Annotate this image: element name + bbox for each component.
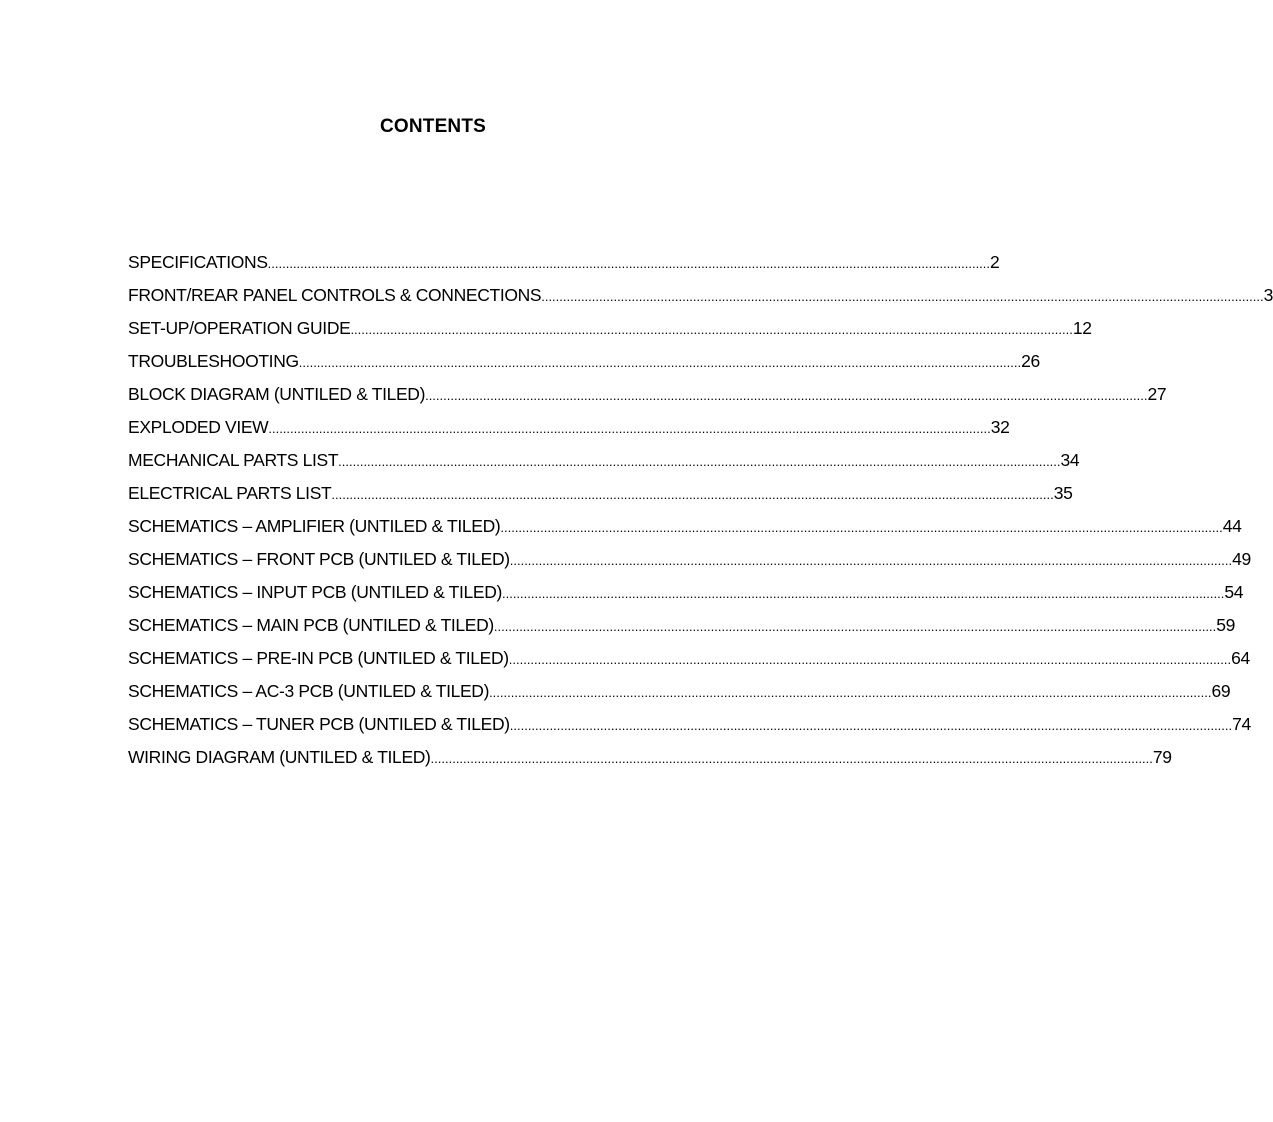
toc-entry-schematics-front-pcb[interactable] xyxy=(128,545,1251,578)
toc-entry-page: 54 xyxy=(1224,582,1244,602)
toc-entry-block-diagram[interactable] xyxy=(128,380,1167,413)
toc-entry-schematics-ac3-pcb[interactable] xyxy=(128,677,1231,710)
dot-leader: ........................................................................................................................................................................................................ xyxy=(493,619,1217,634)
dot-leader: ........................................................................................................................................................................................................ xyxy=(500,520,1223,535)
dot-leader: ........................................................................................................................................................................................................ xyxy=(509,718,1233,733)
toc-entry-label: SCHEMATICS – MAIN PCB (UNTILED & TILED) xyxy=(128,615,494,635)
toc-entry-page: 2 xyxy=(990,252,1000,272)
dot-leader: ........................................................................................................................................................................................................ xyxy=(430,751,1153,766)
dot-leader: ........................................................................................................................................................................................................ xyxy=(509,553,1233,568)
dot-leader: ........................................................................................................................................................................................................ xyxy=(489,685,1212,700)
dot-leader: ........................................................................................................................................................................................................ xyxy=(508,652,1232,667)
toc-entry-schematics-amplifier[interactable] xyxy=(128,512,1242,545)
toc-entry-label: FRONT/REAR PANEL CONTROLS & CONNECTIONS xyxy=(128,285,542,305)
toc-entry-wiring-diagram[interactable] xyxy=(128,743,1172,776)
toc-entry-page: 69 xyxy=(1211,681,1231,701)
toc-entry-troubleshooting[interactable] xyxy=(128,347,1040,380)
toc-entry-label: WIRING DIAGRAM (UNTILED & TILED) xyxy=(128,747,431,767)
toc-entry-page: 79 xyxy=(1152,747,1172,767)
toc-entry-label: SCHEMATICS – AMPLIFIER (UNTILED & TILED) xyxy=(128,516,501,536)
dot-leader: ........................................................................................................................................................................................................ xyxy=(350,322,1073,337)
toc-entry-label: ELECTRICAL PARTS LIST xyxy=(128,483,332,503)
toc-entry-page: 49 xyxy=(1232,549,1251,569)
toc-entry-label: TROUBLESHOOTING xyxy=(128,351,299,371)
dot-leader: ........................................................................................................................................................................................................ xyxy=(501,586,1225,601)
page-title: CONTENTS xyxy=(379,116,487,137)
toc-entry-mechanical-parts[interactable] xyxy=(128,446,1080,479)
toc-entry-page: 26 xyxy=(1021,351,1040,371)
table-of-contents xyxy=(128,248,1273,776)
toc-entry-label: BLOCK DIAGRAM (UNTILED & TILED) xyxy=(128,384,426,404)
toc-entry-page: 3 xyxy=(1263,285,1273,305)
toc-entry-schematics-main-pcb[interactable] xyxy=(128,611,1236,644)
dot-leader: ........................................................................................................................................................................................................ xyxy=(331,487,1054,502)
toc-entry-page: 32 xyxy=(990,417,1010,437)
toc-entry-setup-guide[interactable] xyxy=(128,314,1092,347)
toc-entry-panel-controls[interactable] xyxy=(128,281,1273,314)
toc-entry-exploded-view[interactable] xyxy=(128,413,1010,446)
toc-entry-page: 34 xyxy=(1060,450,1080,470)
toc-entry-schematics-pre-in-pcb[interactable] xyxy=(128,644,1250,677)
toc-entry-schematics-input-pcb[interactable] xyxy=(128,578,1244,611)
dot-leader: ........................................................................................................................................................................................................ xyxy=(298,355,1022,370)
dot-leader: ........................................................................................................................................................................................................ xyxy=(268,421,991,436)
toc-entry-specifications[interactable] xyxy=(128,248,1000,281)
toc-entry-label: SET-UP/OPERATION GUIDE xyxy=(128,318,351,338)
toc-entry-label: MECHANICAL PARTS LIST xyxy=(128,450,339,470)
dot-leader: ........................................................................................................................................................................................................ xyxy=(338,454,1061,469)
dot-leader: ........................................................................................................................................................................................................ xyxy=(541,289,1264,304)
toc-entry-page: 44 xyxy=(1222,516,1242,536)
toc-entry-label: SCHEMATICS – PRE-IN PCB (UNTILED & TILED) xyxy=(128,648,509,668)
toc-entry-page: 59 xyxy=(1216,615,1236,635)
toc-entry-page: 74 xyxy=(1232,714,1251,734)
toc-entry-label: SCHEMATICS – TUNER PCB (UNTILED & TILED) xyxy=(128,714,510,734)
dot-leader: ........................................................................................................................................................................................................ xyxy=(267,256,991,271)
toc-entry-label: SPECIFICATIONS xyxy=(128,252,268,272)
toc-entry-page: 12 xyxy=(1072,318,1092,338)
toc-entry-label: EXPLODED VIEW xyxy=(128,417,269,437)
toc-entry-label: SCHEMATICS – FRONT PCB (UNTILED & TILED) xyxy=(128,549,510,569)
toc-entry-page: 35 xyxy=(1053,483,1073,503)
toc-entry-schematics-tuner-pcb[interactable] xyxy=(128,710,1251,743)
toc-entry-page: 64 xyxy=(1231,648,1250,668)
toc-entry-electrical-parts[interactable] xyxy=(128,479,1073,512)
toc-entry-page: 27 xyxy=(1147,384,1167,404)
toc-entry-label: SCHEMATICS – AC-3 PCB (UNTILED & TILED) xyxy=(128,681,490,701)
toc-entry-label: SCHEMATICS – INPUT PCB (UNTILED & TILED) xyxy=(128,582,502,602)
dot-leader: ........................................................................................................................................................................................................ xyxy=(425,388,1148,403)
